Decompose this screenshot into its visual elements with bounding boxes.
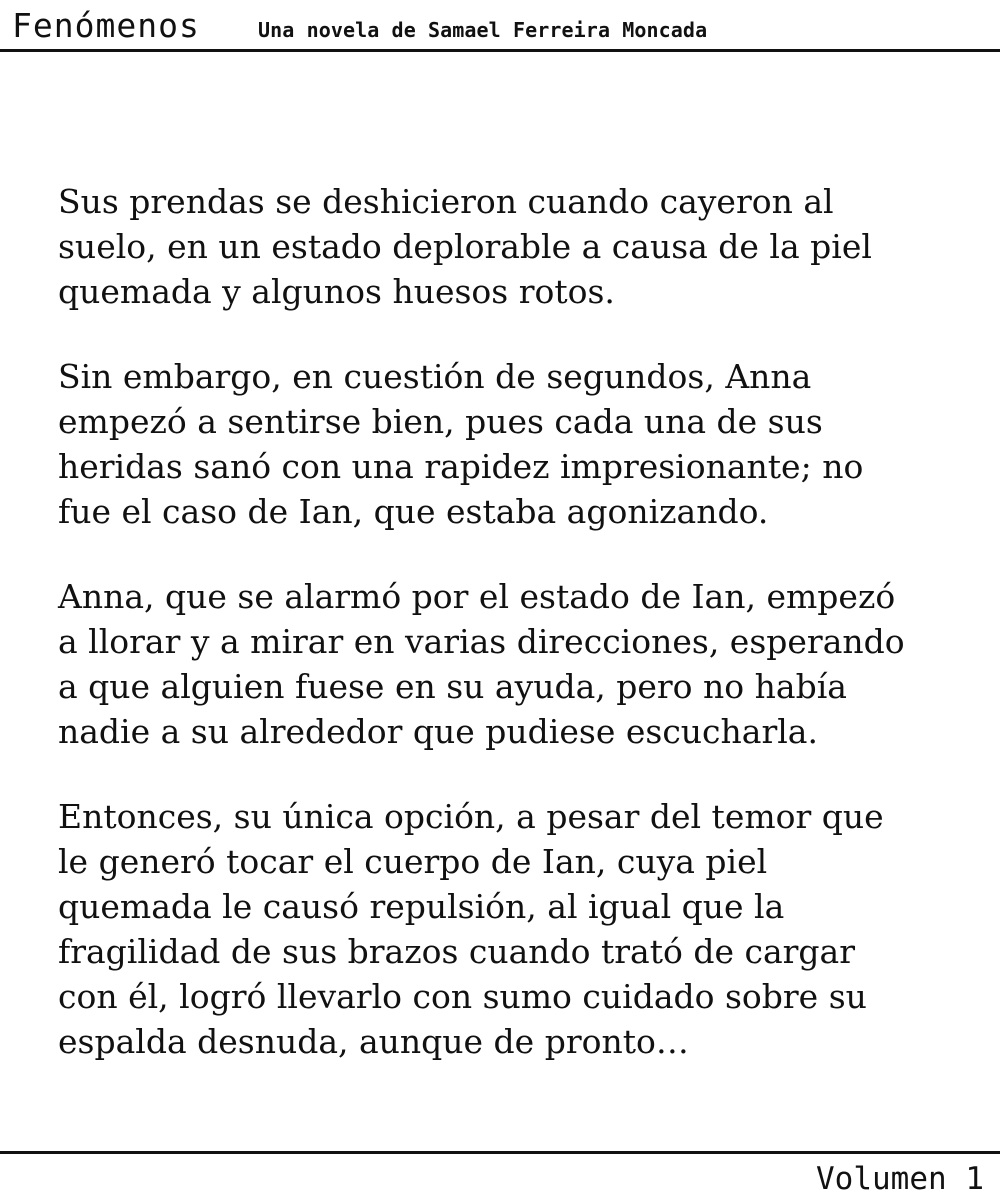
story-paragraph: Sus prendas se deshicieron cuando cayeron al suelo, en un estado deplorable a causa de la piel quemada y algunos huesos rotos. xyxy=(58,182,872,311)
book-title: Fenómenos xyxy=(12,6,200,45)
page-header xyxy=(0,0,1000,52)
story-paragraph: Anna, que se alarmó por el estado de Ian, empezó a llorar y a mirar en varias direcciones, esperando a que alguien fuese en su ayuda, pero no había nadie a su alrededor que pudiese escucharla. xyxy=(58,577,905,751)
page-content xyxy=(58,179,958,1064)
volume-label: Volumen 1 xyxy=(816,1161,984,1197)
book-subtitle: Una novela de Samael Ferreira Moncada xyxy=(258,18,708,42)
story-paragraph: Sin embargo, en cuestión de segundos, Anna empezó a sentirse bien, pues cada una de sus heridas sanó con una rapidez impresionante; no fue el caso de Ian, que estaba agonizando. xyxy=(58,357,864,531)
story-paragraph: Entonces, su única opción, a pesar del temor que le generó tocar el cuerpo de Ian, cuya piel quemada le causó repulsión, al igual que la fragilidad de sus brazos cuando trató de cargar con él, logró llevarlo con sumo cuidado sobre su espalda desnuda, aunque de pronto… xyxy=(58,797,884,1061)
page-footer xyxy=(0,1151,1000,1200)
